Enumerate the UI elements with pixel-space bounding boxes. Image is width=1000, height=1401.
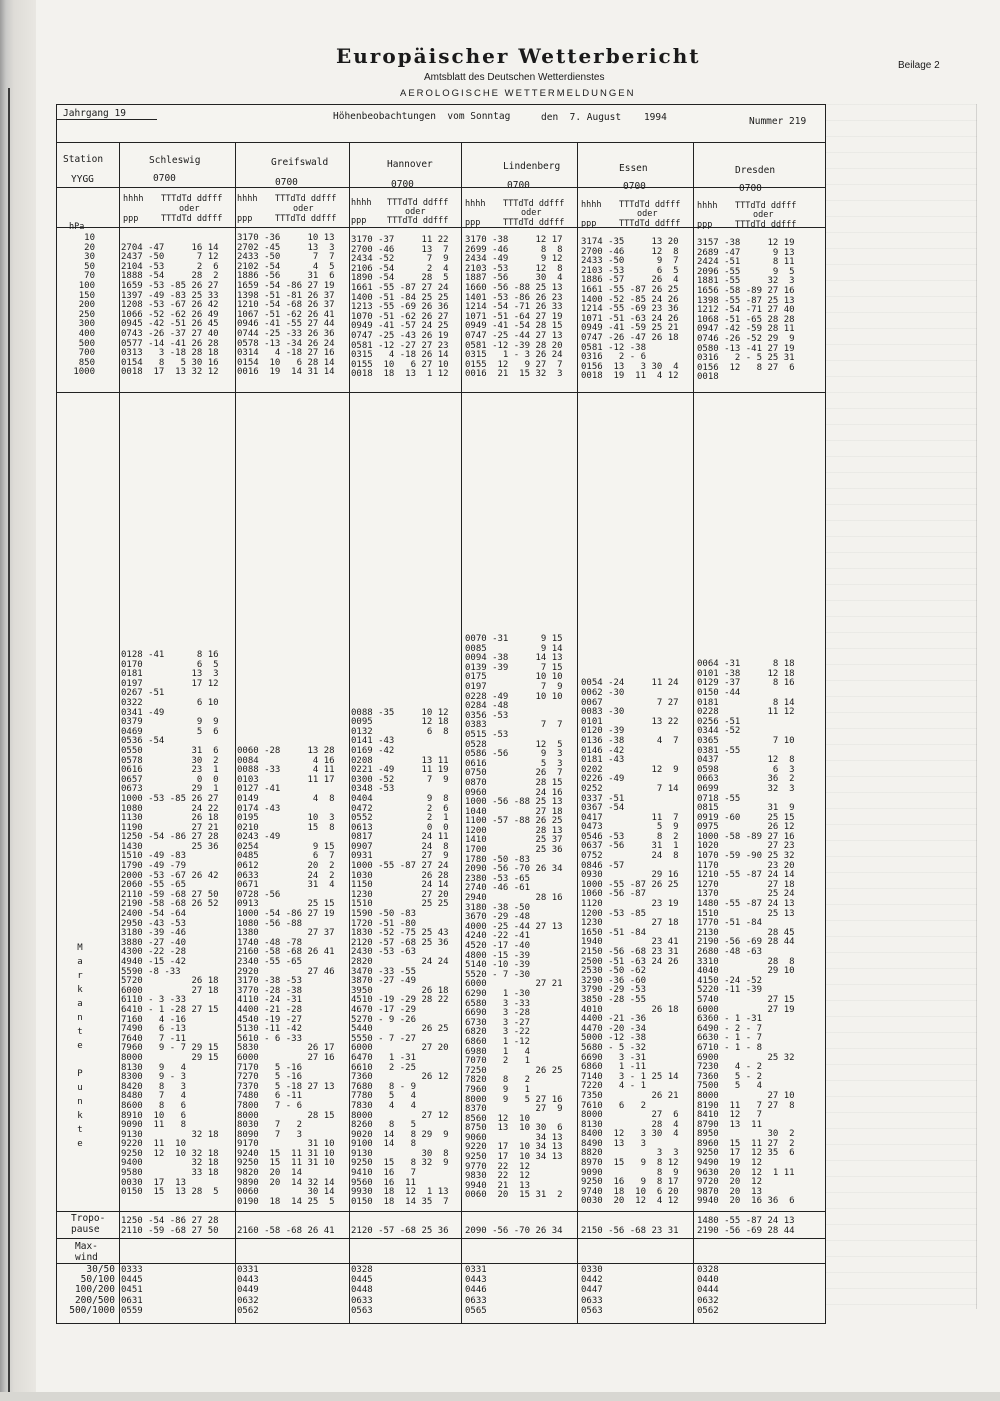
tropopause-data: 2090 -56 -70 26 34 <box>465 1225 563 1236</box>
significant-points-data: 0128 -41 8 16 0170 6 5 0181 13 3 0197 17 12 0267 -51 0322 6 10 0341 -49 0379 9 9 0469 5 6 0536 -54 0550 31 6 0578 30 2 0616 23 1 0657 0 0 0673 29 1 1000 -53 -85 26 27 1080 24 22 1130 26 18 1190 27 21 1250 -54 -86 27 28 1430 25 36 1510 -49 -83 1790 -49 -79 2000 -53 -67 26 42 2060 -55 -65 2110 -59 -68 27 50 2190 -58 -68 26 52 2400 -54 -64 2950 -43 -53 3180 -39 -46 3880 -27 -40 4300 -22 -28 4940 -15 -42 5590 -8 -33 5720 26 18 6000 27 18 6110 - 3 -33 6410 - 1 -28 27 15 7160 4 -16 7490 6 -13 7640 7 -11 7960 9 - 7 29 15 8000 29 15 8130 9 4 8300 9 - 3 8420 8 3 8480 7 4 8600 8 6 8910 10 6 9090 11 8 9130 32 18 9220 11 10 9250 12 10 32 18 9400 32 18 9580 33 18 0030 17 13 0150 15 13 28 5 <box>121 650 219 1198</box>
page-bottom-shadow <box>0 1392 1000 1401</box>
station-name: Essen <box>619 163 648 174</box>
station-time: 0700 <box>507 180 530 191</box>
rule-significant-points <box>57 1211 825 1212</box>
col-divider-2 <box>349 142 350 1323</box>
col-head-oder: oder <box>405 207 426 217</box>
col-divider-3 <box>461 142 462 1323</box>
col-head-tt2: TTTdTd ddfff <box>275 214 337 224</box>
col-head-tt2: TTTdTd ddfff <box>503 218 565 228</box>
station-name: Dresden <box>735 165 776 176</box>
binder-rule <box>8 88 10 1393</box>
station-time: 0700 <box>275 177 298 188</box>
maxwind-data: 0328 0445 0448 0633 0563 <box>351 1265 373 1316</box>
significant-points-data: 0064 -31 8 18 0101 -38 12 18 0129 -37 8 16 0150 -44 0181 8 14 0228 11 12 0256 -51 0344 -52 0365 7 10 0381 -55 0437 12 8 0598 6 3 0663 36 2 0699 32 3 0718 -55 0815 31 9 0919 -60 25 15 0975 26 12 1000 -58 -89 27 16 1020 27 23 1070 -59 -90 25 32 1170 23 20 1210 -55 -87 24 14 1270 27 18 1370 25 24 1480 -55 -87 24 13 1510 25 13 1770 -51 -84 2130 28 45 2190 -56 -69 28 44 2680 -48 -63 3310 28 8 4040 29 10 4150 -24 -52 5220 -11 -39 5740 27 15 6000 27 19 6360 - 1 -31 6490 - 2 - 7 6630 - 1 - 7 6710 - 1 - 8 6900 25 32 7230 4 - 2 7360 5 - 2 7500 5 4 8000 27 10 8190 11 7 27 8 8410 12 7 8790 13 11 8950 30 2 8960 15 11 27 2 9250 17 12 35 6 9490 19 12 9630 20 12 1 11 9720 20 12 9870 20 13 9940 20 16 36 6 <box>697 659 795 1207</box>
station-time: 0700 <box>153 173 176 184</box>
col-head-hhhh: hhhh <box>237 194 258 204</box>
standard-levels-data: 3170 -37 11 22 2700 -46 13 7 2434 -52 7 9 2106 -54 2 4 1890 -54 28 5 1661 -55 -87 27 24 1400 -51 -84 25 25 1213 -55 -69 26 36 1070 -51 -62 26 27 0949 -41 -57 24 25 0747 -25 -43 26 19 0581 -12 -27 27 23 0315 4 -18 26 14 0155 10 6 27 10 0018 18 13 1 12 <box>351 235 449 380</box>
col-head-tt1: TTTdTd ddfff <box>387 198 449 208</box>
standard-levels-data: 2704 -47 16 14 2437 -50 7 12 2104 -53 2 6 1888 -54 28 2 1659 -53 -85 26 27 1397 -49 -83 25 33 1208 -53 -67 26 42 1066 -52 -62 26 49 0945 -42 -51 26 45 0743 -26 -37 27 40 0577 -14 -41 26 28 0313 3 -18 28 18 0154 8 5 30 16 0018 17 13 32 12 <box>121 242 219 378</box>
observation-label: Höhenbeobachtungen vom Sonntag <box>333 111 511 122</box>
data-sheet <box>56 104 826 1324</box>
document-subtitle: Amtsblatt des Deutschen Wetterdienstes <box>424 72 605 83</box>
issue-number: Nummer 219 <box>749 116 807 127</box>
significant-points-data: 0088 -35 10 12 0095 12 18 0132 6 8 0141 -43 0169 -42 0208 13 11 0221 -49 11 19 0300 -52 7 9 0348 -53 0404 9 8 0472 2 6 0552 2 1 0613 0 0 0817 24 11 0907 24 8 0931 27 9 1000 -55 -87 27 24 1030 26 28 1150 24 14 1230 27 20 1510 25 25 1590 -50 -83 1720 -51 -80 1830 -52 -75 25 43 2120 -57 -68 25 36 2430 -53 -63 2820 24 24 3470 -33 -55 3870 -27 -49 3950 26 18 4510 -19 -29 28 22 4670 -17 -29 5270 - 9 -26 5440 26 25 5550 - 7 -27 6000 27 20 6470 1 -31 6610 2 -25 7360 26 12 7680 8 - 9 7780 5 4 7830 4 4 8000 27 12 8260 8 5 9020 14 8 29 9 9100 14 8 9130 30 8 9250 15 8 32 9 9410 16 7 9560 16 11 9930 18 12 1 13 0150 18 14 35 7 <box>351 707 449 1207</box>
document-page <box>36 0 1000 1401</box>
col-head-ppp: ppp <box>237 214 253 224</box>
maxwind-data: 0331 0443 0449 0632 0562 <box>237 1265 259 1316</box>
maxwind-data: 0333 0445 0451 0631 0559 <box>121 1265 143 1316</box>
col-head-tt1: TTTdTd ddfff <box>735 201 797 211</box>
tropopause-data: 1480 -55 -87 24 13 2190 -56 -69 28 44 <box>697 1216 795 1236</box>
maxwind-label: Max- wind <box>75 1241 98 1263</box>
rule-tropopause <box>57 1238 825 1239</box>
col-head-tt1: TTTdTd ddfff <box>275 194 337 204</box>
col-head-oder: oder <box>637 209 658 219</box>
rule-header <box>57 142 825 143</box>
station-name: Schleswig <box>149 155 201 166</box>
document-title: Europäischer Wetterbericht <box>336 44 701 68</box>
col-divider-4 <box>577 142 578 1323</box>
volume-label: Jahrgang 19 <box>63 108 126 119</box>
station-name: Lindenberg <box>503 161 561 172</box>
tropopause-data: 2120 -57 -68 25 36 <box>351 1225 449 1236</box>
col-head-tt1: TTTdTd ddfff <box>619 200 681 210</box>
col-head-hhhh: hhhh <box>697 201 718 211</box>
station-time: 0700 <box>623 181 646 192</box>
col-divider-1 <box>235 142 236 1323</box>
col-head-oder: oder <box>293 204 314 214</box>
col-head-oder: oder <box>179 204 200 214</box>
col-head-ppp: ppp <box>351 216 367 226</box>
tropopause-data: 1250 -54 -86 27 28 2110 -59 -68 27 50 <box>121 1216 219 1236</box>
col-head-tt2: TTTdTd ddfff <box>161 214 223 224</box>
station-time: 0700 <box>739 183 762 194</box>
tropopause-data: 2160 -58 -68 26 41 <box>237 1225 335 1236</box>
col-head-tt1: TTTdTd ddfff <box>503 199 565 209</box>
col-head-ppp: ppp <box>697 220 713 230</box>
significant-points-label: M a r k a n t e P u n k t e <box>77 943 83 1149</box>
col-head-tt2: TTTdTd ddfff <box>735 220 797 230</box>
binder-edge <box>0 0 36 1401</box>
significant-points-data: 0060 -28 13 28 0084 4 16 0088 -33 4 11 0103 11 17 0127 -41 0149 4 8 0174 -43 0195 10 3 0210 15 8 0243 -49 0254 9 15 0485 6 7 0612 20 2 0633 24 2 0671 31 4 0728 -56 0913 25 15 1000 -54 -86 27 19 1080 -56 -88 1380 27 37 1740 -48 -78 2160 -58 -68 26 41 2340 -55 -65 2920 27 46 3170 -38 -53 3770 -28 -38 4110 -24 -31 4400 -21 -28 4540 -19 -27 5130 -11 -42 5610 - 6 -33 5830 26 17 6000 27 16 7170 5 -16 7270 5 -16 7370 5 -18 27 13 7480 6 -11 7800 7 - 6 8000 28 15 8030 7 2 8090 7 3 9170 31 10 9240 15 11 31 10 9250 15 11 31 10 9820 20 14 9890 20 14 32 14 0060 30 14 0190 18 14 25 5 <box>237 745 335 1207</box>
standard-levels-data: 3174 -35 13 20 2700 -46 12 8 2433 -50 9 7 2103 -53 6 5 1886 -57 26 4 1661 -55 -87 26 25 1400 -52 -85 24 26 1214 -55 -69 23 36 1071 -51 -63 24 26 0949 -41 -59 25 21 0747 -26 -47 26 18 0581 -12 -38 0316 2 - 6 0156 13 3 30 4 0018 19 11 4 12 <box>581 237 679 382</box>
rule-header-left <box>57 119 157 120</box>
col-divider-5 <box>693 142 694 1323</box>
col-head-tt2: TTTdTd ddfff <box>387 216 449 226</box>
significant-points-data: 0054 -24 11 24 0062 -30 0067 7 27 0083 -30 0101 13 22 0120 -39 0136 -38 4 7 0146 -42 0181 -43 0202 12 9 0226 -49 0252 7 14 0337 -51 0367 -54 0417 11 7 0473 5 9 0546 -53 8 2 0637 -56 31 1 0752 24 8 0846 -57 0930 29 16 1000 -55 -87 26 25 1060 -56 -87 1120 23 19 1200 -53 -85 1230 27 18 1650 -51 -84 1940 23 41 2150 -56 -68 23 31 2500 -51 -63 24 26 2530 -50 -62 3290 -36 -60 3790 -29 -53 3850 -28 -55 4010 26 18 4400 -21 -36 4470 -20 -34 5000 -12 -38 5680 - 5 -32 6690 3 -31 6860 1 -11 7140 3 - 1 25 14 7220 4 - 1 7350 26 21 7610 6 2 8000 27 6 8130 28 4 8400 12 3 30 4 8490 13 3 8820 3 3 8970 15 9 8 12 9090 8 9 9250 16 9 8 17 9740 18 10 6 20 0030 20 12 4 12 <box>581 678 679 1207</box>
hpa-levels: 10 20 30 50 70 100 150 200 250 300 400 500 700 850 1000 <box>73 233 95 378</box>
maxwind-data: 0328 0440 0444 0632 0562 <box>697 1265 719 1316</box>
station-name: Greifswald <box>271 157 329 168</box>
significant-points-data: 0070 -31 9 15 0085 9 14 0094 -38 14 13 0139 -39 7 15 0175 10 10 0197 7 9 0228 -49 10 10 0284 -48 0356 -53 0383 7 7 0515 -53 0528 12 5 0586 -56 9 3 0616 5 3 0750 26 7 0870 28 15 0960 24 16 1000 -56 -88 25 13 1040 27 18 1100 -57 -88 26 25 1200 28 13 1410 25 37 1700 25 36 1780 -50 -83 2090 -56 -70 26 34 2380 -53 -65 2740 -46 -61 2940 28 16 3180 -38 -50 3670 -29 -48 4000 -25 -44 27 13 4240 -22 -41 4520 -17 -40 4800 -15 -39 5140 -10 -39 5520 - 7 -30 6000 27 21 6290 1 -30 6580 3 -33 6690 3 -28 6730 3 -27 6820 3 -22 6860 1 -12 6980 1 4 7070 2 1 7250 26 25 7820 8 2 7960 9 1 8000 9 5 27 16 8370 27 9 8560 12 10 8750 13 10 30 6 9060 34 13 9220 17 10 34 13 9250 17 10 34 13 9770 22 12 9830 22 12 9940 21 13 0060 20 15 31 2 <box>465 634 563 1201</box>
maxwind-data: 0330 0442 0447 0633 0563 <box>581 1265 603 1316</box>
col-head-ppp: ppp <box>581 219 597 229</box>
tropopause-data: 2150 -56 -68 23 31 <box>581 1225 679 1236</box>
tropopause-label: Tropo- pause <box>71 1213 106 1235</box>
yygg-label: YYGG <box>71 174 94 185</box>
station-label: Station <box>63 154 104 165</box>
bleed-through-background <box>826 104 977 1309</box>
col-head-oder: oder <box>753 210 774 220</box>
supplement-label: Beilage 2 <box>898 60 940 71</box>
standard-levels-data: 3170 -38 12 17 2699 -46 8 8 2434 -49 9 12 2103 -53 12 8 1887 -56 30 4 1660 -56 -88 25 13 1401 -53 -86 26 23 1214 -54 -71 26 33 1071 -51 -64 27 19 0949 -41 -54 28 15 0747 -25 -44 27 13 0581 -12 -39 28 20 0315 1 - 3 26 24 0155 12 9 27 7 0016 21 15 32 3 <box>465 235 563 380</box>
rule-standard-levels <box>57 392 825 393</box>
station-time: 0700 <box>391 179 414 190</box>
hpa-label: hPa <box>69 222 85 232</box>
wind-shear-labels: 30/50 50/100 100/200 200/500 500/1000 <box>69 1264 115 1316</box>
maxwind-data: 0331 0443 0446 0633 0565 <box>465 1265 487 1316</box>
col-head-hhhh: hhhh <box>351 198 372 208</box>
col-head-tt2: TTTdTd ddfff <box>619 219 681 229</box>
col-head-tt1: TTTdTd ddfff <box>161 194 223 204</box>
section-heading: AEROLOGISCHE WETTERMELDUNGEN <box>400 88 636 99</box>
standard-levels-data: 3170 -36 10 13 2702 -45 13 3 2433 -50 7 7 2102 -54 4 5 1886 -56 31 6 1659 -54 -86 27 19 1398 -51 -81 26 37 1210 -54 -68 26 37 1067 -51 -62 26 41 0946 -41 -55 27 44 0744 -25 -33 26 36 0578 -13 -34 26 24 0314 4 -18 27 16 0154 10 6 28 14 0016 19 14 31 14 <box>237 233 335 378</box>
col-head-oder: oder <box>521 208 542 218</box>
date-label: den 7. August 1994 <box>541 112 667 123</box>
col-head-hhhh: hhhh <box>465 199 486 209</box>
col-head-ppp: ppp <box>123 214 139 224</box>
col-head-hhhh: hhhh <box>581 200 602 210</box>
col-head-ppp: ppp <box>465 218 481 228</box>
rule-maxwind <box>57 1263 825 1264</box>
col-head-hhhh: hhhh <box>123 194 144 204</box>
col-divider-0 <box>119 142 120 1323</box>
station-name: Hannover <box>387 159 433 170</box>
standard-levels-data: 3157 -38 12 19 2689 -47 9 13 2424 -51 8 11 2096 -55 9 5 1881 -55 32 3 1656 -58 -89 27 16 1398 -55 -87 25 13 1212 -54 -71 27 40 1068 -51 -65 28 28 0947 -42 -59 28 11 0746 -26 -52 29 9 0580 -13 -41 27 19 0316 2 - 5 25 31 0156 12 8 27 6 0018 <box>697 238 795 383</box>
rule-station <box>57 187 825 188</box>
